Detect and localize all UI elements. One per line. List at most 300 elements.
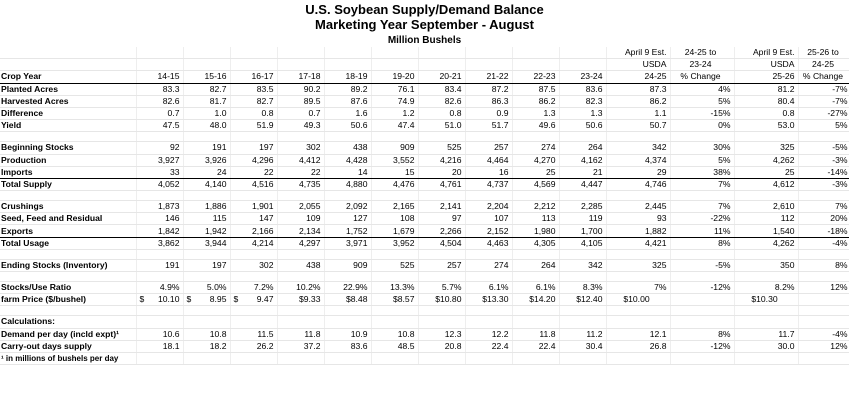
value-cell: 87.5	[512, 83, 559, 95]
value-cell: 1.0	[183, 107, 230, 119]
estimate-cell: -4%	[798, 328, 849, 340]
estimate-cell: 7%	[670, 178, 734, 190]
empty-cell	[559, 191, 606, 201]
value-cell: 264	[559, 142, 606, 154]
estimate-cell: 8%	[670, 237, 734, 249]
value-cell: 257	[465, 142, 512, 154]
value-cell: 4,880	[324, 178, 371, 190]
table-row	[0, 120, 849, 132]
year-header-cell: 17-18	[277, 71, 324, 83]
value-cell: 4,463	[465, 237, 512, 249]
spacer-row	[0, 306, 849, 316]
value-cell: 1,679	[371, 225, 418, 237]
year-header-cell: 15-16	[183, 71, 230, 83]
empty-cell	[606, 249, 670, 259]
value-cell: 82.6	[136, 95, 183, 107]
estimate-header-cell: April 9 Est.	[734, 47, 798, 59]
value-cell: 3,552	[371, 154, 418, 166]
estimate-cell: 7%	[798, 201, 849, 213]
row-label: Difference	[0, 107, 136, 119]
value-cell: 115	[183, 213, 230, 225]
empty-cell	[277, 249, 324, 259]
report-subtitle: Marketing Year September - August	[315, 17, 534, 32]
estimate-header-cell: % Change	[670, 71, 734, 83]
estimate-cell: 4,374	[606, 154, 670, 166]
year-header-cell: 21-22	[465, 71, 512, 83]
value-cell: $9.33	[277, 294, 324, 306]
value-cell: 48.0	[183, 120, 230, 132]
year-header-cell	[324, 59, 371, 71]
value-cell: 83.5	[230, 83, 277, 95]
estimate-cell: 1,882	[606, 225, 670, 237]
value-cell: 24	[183, 166, 230, 178]
estimate-cell: 8.2%	[734, 282, 798, 294]
estimate-cell: 4,262	[734, 237, 798, 249]
value-cell: 4,735	[277, 178, 324, 190]
value-cell: 1.2	[371, 107, 418, 119]
value-cell: 16	[465, 166, 512, 178]
empty-cell	[230, 191, 277, 201]
estimate-cell: 87.3	[606, 83, 670, 95]
value-cell: 4.9%	[136, 282, 183, 294]
value-cell: 4,412	[277, 154, 324, 166]
year-header-cell	[418, 59, 465, 71]
value-cell	[418, 316, 465, 328]
value-cell: 274	[512, 142, 559, 154]
empty-cell	[465, 132, 512, 142]
empty-cell	[670, 132, 734, 142]
value-cell: 92	[136, 142, 183, 154]
value-cell: 4,504	[418, 237, 465, 249]
value-cell	[371, 352, 418, 364]
empty-cell	[324, 306, 371, 316]
empty-cell	[798, 191, 849, 201]
value-cell: 8.3%	[559, 282, 606, 294]
report-title: U.S. Soybean Supply/Demand Balance	[305, 2, 544, 17]
estimate-cell: 4,746	[606, 178, 670, 190]
estimate-cell: 5%	[670, 154, 734, 166]
value-cell: 22.9%	[324, 282, 371, 294]
empty-cell	[277, 191, 324, 201]
year-header-cell	[465, 59, 512, 71]
estimate-header-cell: 25-26	[734, 71, 798, 83]
value-cell: 21	[559, 166, 606, 178]
empty-cell	[183, 272, 230, 282]
value-cell: 12.3	[418, 328, 465, 340]
value-cell: 342	[559, 259, 606, 271]
value-cell: 83.6	[559, 83, 606, 95]
estimate-cell	[670, 316, 734, 328]
table-row	[0, 166, 849, 178]
value-cell: 146	[136, 213, 183, 225]
estimate-cell: -14%	[798, 166, 849, 178]
row-label: Seed, Feed and Residual	[0, 213, 136, 225]
empty-cell	[465, 272, 512, 282]
spacer-row	[0, 132, 849, 142]
value-cell	[230, 316, 277, 328]
table-row	[0, 225, 849, 237]
empty-cell	[734, 272, 798, 282]
row-label: Imports	[0, 166, 136, 178]
empty-cell	[0, 249, 136, 259]
value-cell: 18.1	[136, 340, 183, 352]
value-cell: $12.40	[559, 294, 606, 306]
value-cell: 10.8	[371, 328, 418, 340]
value-cell: 5.7%	[418, 282, 465, 294]
value-cell: 3,927	[136, 154, 183, 166]
estimate-cell: 12.1	[606, 328, 670, 340]
value-cell: 108	[371, 213, 418, 225]
spacer-row	[0, 191, 849, 201]
estimate-cell: 342	[606, 142, 670, 154]
value-cell: 47.5	[136, 120, 183, 132]
year-header-cell	[371, 59, 418, 71]
empty-cell	[734, 249, 798, 259]
value-cell: 3,971	[324, 237, 371, 249]
value-cell: 302	[277, 142, 324, 154]
table-row	[0, 294, 849, 306]
empty-cell	[230, 306, 277, 316]
value-cell: 51.9	[230, 120, 277, 132]
value-cell: 4,140	[183, 178, 230, 190]
value-cell: 191	[136, 259, 183, 271]
row-label: Planted Acres	[0, 83, 136, 95]
value-cell	[418, 352, 465, 364]
empty-cell	[371, 249, 418, 259]
value-cell: 83.3	[136, 83, 183, 95]
value-cell: 20	[418, 166, 465, 178]
estimate-cell	[798, 316, 849, 328]
year-header-cell	[324, 47, 371, 59]
value-cell: 4,569	[512, 178, 559, 190]
empty-cell	[418, 191, 465, 201]
value-cell: 0.9	[465, 107, 512, 119]
value-cell: 525	[371, 259, 418, 271]
value-cell: 1.3	[559, 107, 606, 119]
empty-cell	[798, 306, 849, 316]
value-cell: 2,134	[277, 225, 324, 237]
value-cell: 51.7	[465, 120, 512, 132]
empty-cell	[798, 249, 849, 259]
empty-cell	[465, 306, 512, 316]
year-header-cell	[183, 59, 230, 71]
value-cell: 257	[418, 259, 465, 271]
year-header-cell	[559, 59, 606, 71]
empty-cell	[798, 132, 849, 142]
value-cell: 89.2	[324, 83, 371, 95]
table-row	[0, 178, 849, 190]
empty-cell	[559, 249, 606, 259]
value-cell: 50.6	[324, 120, 371, 132]
value-cell	[136, 316, 183, 328]
table-row	[0, 142, 849, 154]
value-cell: $13.30	[465, 294, 512, 306]
year-header-cell: 22-23	[512, 71, 559, 83]
value-cell: 197	[230, 142, 277, 154]
estimate-cell: 12%	[798, 282, 849, 294]
empty-cell	[183, 249, 230, 259]
value-cell: $8.48	[324, 294, 371, 306]
year-header-cell: 14-15	[136, 71, 183, 83]
value-cell: 1,842	[136, 225, 183, 237]
estimate-cell: 81.2	[734, 83, 798, 95]
value-cell: 12.2	[465, 328, 512, 340]
empty-cell	[136, 132, 183, 142]
report-units: Million Bushels	[387, 35, 462, 46]
estimate-cell: 350	[734, 259, 798, 271]
value-cell: 4,216	[418, 154, 465, 166]
estimate-cell	[606, 316, 670, 328]
empty-cell	[418, 306, 465, 316]
table-row	[0, 352, 849, 364]
value-cell: 1.6	[324, 107, 371, 119]
value-cell: 81.7	[183, 95, 230, 107]
value-cell: 48.5	[371, 340, 418, 352]
year-header-cell	[512, 47, 559, 59]
value-cell: 49.6	[512, 120, 559, 132]
value-cell	[324, 352, 371, 364]
value-cell: 74.9	[371, 95, 418, 107]
value-cell: 2,141	[418, 201, 465, 213]
row-label: Total Usage	[0, 237, 136, 249]
value-cell: 0.7	[277, 107, 324, 119]
year-header-cell	[512, 59, 559, 71]
value-cell: 113	[512, 213, 559, 225]
value-cell: 109	[277, 213, 324, 225]
estimate-cell: -5%	[798, 142, 849, 154]
value-cell: 51.0	[418, 120, 465, 132]
empty-cell	[418, 132, 465, 142]
currency-symbol: $	[139, 294, 145, 305]
estimate-cell: 38%	[670, 166, 734, 178]
value-cell: 1,886	[183, 201, 230, 213]
value-cell	[559, 316, 606, 328]
estimate-cell: 25	[734, 166, 798, 178]
row-label: Exports	[0, 225, 136, 237]
value-cell: 18.2	[183, 340, 230, 352]
spacer-row	[0, 272, 849, 282]
value-cell: 147	[230, 213, 277, 225]
value-cell: 4,464	[465, 154, 512, 166]
year-header-cell	[230, 47, 277, 59]
empty-cell	[324, 132, 371, 142]
estimate-cell: -3%	[798, 178, 849, 190]
estimate-cell: 1,540	[734, 225, 798, 237]
value-cell: 4,297	[277, 237, 324, 249]
estimate-cell: $10.30	[734, 294, 798, 306]
estimate-cell: -7%	[798, 83, 849, 95]
value-cell: 1,901	[230, 201, 277, 213]
year-header-cell: 16-17	[230, 71, 277, 83]
empty-cell	[0, 132, 136, 142]
empty-cell	[230, 249, 277, 259]
estimate-header-cell: April 9 Est.	[606, 47, 670, 59]
value-cell: 6.1%	[512, 282, 559, 294]
row-label: Beginning Stocks	[0, 142, 136, 154]
estimate-header-cell: % Change	[798, 71, 849, 83]
estimate-cell: 0.8	[734, 107, 798, 119]
empty-cell	[183, 132, 230, 142]
estimate-header-cell: 23-24	[670, 59, 734, 71]
estimate-header-cell: 24-25	[798, 59, 849, 71]
empty-cell	[512, 132, 559, 142]
value-cell: 26.2	[230, 340, 277, 352]
value-cell: 0.7	[136, 107, 183, 119]
estimate-cell: 4,612	[734, 178, 798, 190]
value-cell: 11.8	[512, 328, 559, 340]
row-label: Harvested Acres	[0, 95, 136, 107]
table-row	[0, 213, 849, 225]
estimate-header-cell: 24-25 to	[670, 47, 734, 59]
table-row	[0, 259, 849, 271]
value-cell: 4,428	[324, 154, 371, 166]
estimate-cell: -7%	[798, 95, 849, 107]
year-header-cell: 18-19	[324, 71, 371, 83]
estimate-cell: -12%	[670, 340, 734, 352]
value-cell: 4,516	[230, 178, 277, 190]
value-cell: 10.6	[136, 328, 183, 340]
value-cell: 86.3	[465, 95, 512, 107]
value-cell: 10.9	[324, 328, 371, 340]
year-header-cell	[136, 47, 183, 59]
empty-cell	[559, 306, 606, 316]
value-cell: 191	[183, 142, 230, 154]
empty-cell	[606, 132, 670, 142]
estimate-header-cell: USDA	[734, 59, 798, 71]
value-cell: 25	[512, 166, 559, 178]
year-header-cell	[183, 47, 230, 59]
empty-cell	[371, 306, 418, 316]
empty-cell	[0, 272, 136, 282]
estimate-cell: 325	[734, 142, 798, 154]
estimate-cell: 8%	[798, 259, 849, 271]
value-cell: $ 9.47	[230, 294, 277, 306]
empty-cell	[0, 191, 136, 201]
value-cell: 2,204	[465, 201, 512, 213]
value-cell: 30.4	[559, 340, 606, 352]
estimate-cell: 0%	[670, 120, 734, 132]
empty-cell	[734, 306, 798, 316]
empty-cell	[512, 191, 559, 201]
value-cell: 22	[277, 166, 324, 178]
value-cell: 37.2	[277, 340, 324, 352]
empty-cell	[324, 191, 371, 201]
value-cell: 4,270	[512, 154, 559, 166]
year-header-cell	[559, 47, 606, 59]
empty-cell	[798, 272, 849, 282]
value-cell: 11.8	[277, 328, 324, 340]
estimate-cell: 8%	[670, 328, 734, 340]
value-cell	[559, 352, 606, 364]
estimate-cell: -12%	[670, 282, 734, 294]
empty-cell	[230, 132, 277, 142]
value-cell: 6.1%	[465, 282, 512, 294]
value-cell: 4,052	[136, 178, 183, 190]
header-row	[0, 71, 849, 83]
value-cell: 4,162	[559, 154, 606, 166]
value-cell: 2,285	[559, 201, 606, 213]
value-cell: 22.4	[465, 340, 512, 352]
estimate-cell: -5%	[670, 259, 734, 271]
value-cell: 4,761	[418, 178, 465, 190]
row-label: Stocks/Use Ratio	[0, 282, 136, 294]
estimate-cell: -4%	[798, 237, 849, 249]
value-cell: 1,700	[559, 225, 606, 237]
year-header-cell	[465, 47, 512, 59]
currency-symbol: $	[233, 294, 239, 305]
value-cell	[324, 316, 371, 328]
empty-cell	[136, 272, 183, 282]
estimate-header-cell: 25-26 to	[798, 47, 849, 59]
year-header-cell	[371, 47, 418, 59]
value-cell: 10.2%	[277, 282, 324, 294]
value-cell: $10.80	[418, 294, 465, 306]
value-cell: 89.5	[277, 95, 324, 107]
value-cell: 2,166	[230, 225, 277, 237]
estimate-cell: $10.00	[606, 294, 670, 306]
empty-cell	[606, 272, 670, 282]
table-row	[0, 154, 849, 166]
row-label: Carry-out days supply	[0, 340, 136, 352]
table-row	[0, 316, 849, 328]
empty-cell	[136, 306, 183, 316]
header-row	[0, 59, 849, 71]
value-cell	[512, 352, 559, 364]
value-cell	[277, 352, 324, 364]
estimate-cell: -27%	[798, 107, 849, 119]
value-cell: 82.7	[230, 95, 277, 107]
row-label: ¹ in millions of bushels per day	[0, 352, 136, 364]
empty-cell	[136, 249, 183, 259]
estimate-cell	[670, 294, 734, 306]
estimate-cell: 53.0	[734, 120, 798, 132]
value-cell: 5.0%	[183, 282, 230, 294]
value-cell: 525	[418, 142, 465, 154]
value-cell: 20.8	[418, 340, 465, 352]
empty-cell	[371, 191, 418, 201]
estimate-cell: 1.1	[606, 107, 670, 119]
value-cell: 0.8	[230, 107, 277, 119]
value-cell: 4,447	[559, 178, 606, 190]
value-cell: 47.4	[371, 120, 418, 132]
estimate-cell	[798, 294, 849, 306]
value-cell	[230, 352, 277, 364]
value-cell: 107	[465, 213, 512, 225]
value-cell: 50.6	[559, 120, 606, 132]
year-header-cell: 19-20	[371, 71, 418, 83]
value-cell: 2,212	[512, 201, 559, 213]
value-cell: 13.3%	[371, 282, 418, 294]
estimate-cell: 86.2	[606, 95, 670, 107]
empty-cell	[324, 272, 371, 282]
estimate-cell: 93	[606, 213, 670, 225]
value-cell: 438	[277, 259, 324, 271]
empty-cell	[183, 191, 230, 201]
estimate-cell: -15%	[670, 107, 734, 119]
estimate-cell	[670, 352, 734, 364]
estimate-cell: 2,445	[606, 201, 670, 213]
value-cell	[371, 316, 418, 328]
empty-cell	[465, 249, 512, 259]
value-cell: 1,942	[183, 225, 230, 237]
row-label: Production	[0, 154, 136, 166]
table-row	[0, 237, 849, 249]
estimate-cell: 5%	[798, 120, 849, 132]
value-cell	[183, 316, 230, 328]
row-label: Calculations:	[0, 316, 136, 328]
header-cell	[0, 47, 136, 59]
year-header-cell	[277, 59, 324, 71]
